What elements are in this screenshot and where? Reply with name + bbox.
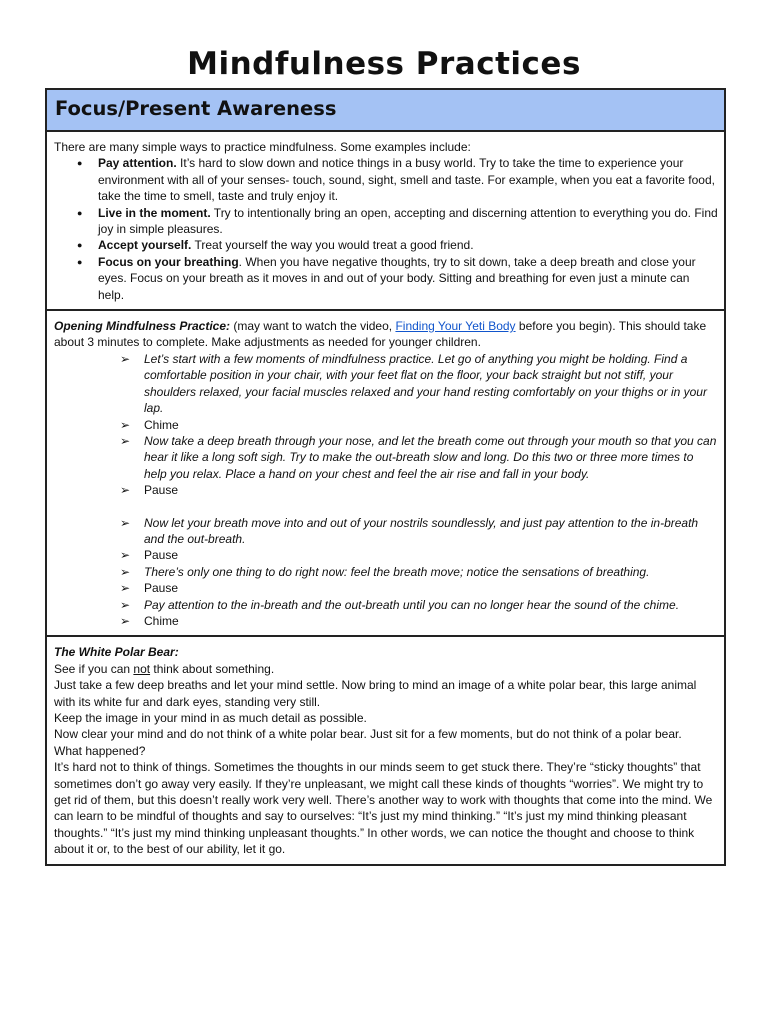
- emphasis-not: not: [133, 661, 151, 676]
- list-item: [98, 205, 718, 238]
- list-item: [98, 155, 718, 204]
- practice-table: [45, 88, 726, 866]
- paragraph: Now clear your mind and do not think of a white polar bear. Just sit for a few moments, but do not think of a polar bear.: [54, 727, 682, 742]
- step-item: ➢ Pause: [144, 580, 718, 596]
- step-item: ➢ There’s only one thing to do right now: feel the breath move; notice the sensations of breathing.: [144, 564, 718, 580]
- intro-list: [54, 155, 718, 303]
- opening-practice-cell: [47, 309, 724, 635]
- opening-steps-continued: [54, 515, 718, 630]
- item-text: Treat yourself the way you would treat a good friend.: [191, 238, 474, 253]
- item-label: Accept yourself.: [98, 238, 192, 253]
- opening-steps: [54, 351, 718, 499]
- opening-post-link: before you begin). This should take about 3 minutes to complete. Make adjustments as needed for younger children.: [54, 319, 707, 350]
- step-item: ➢ Pause: [144, 547, 718, 563]
- spacer: [54, 499, 718, 515]
- step-item: ➢ Pay attention to the in-breath and the out-breath until you can no longer hear the sound of the chime.: [144, 597, 718, 613]
- polar-bear-cell: [47, 635, 724, 863]
- paragraph: It’s hard not to think of things. Sometimes the thoughts in our minds seem to get stuck there. They’re “sticky thoughts” that sometimes don’t go away very easily. If they’re unpleasant, we might call these kinds of thoughts “worries”. We might try to get rid of them, but this doesn’t really work very well. There’s another way to work with thoughts that come into the mind. We can learn to be mindful of thoughts and say to ourselves: “It’s just my mind thinking.” “It’s just my mind thinking pleasant thoughts.” “It’s just my mind thinking unpleasant thoughts.” In other words, we can notice the thought and choose to think about it or, to the best of our ability, let it go.: [54, 760, 713, 857]
- paragraph: What happened?: [54, 743, 146, 758]
- opening-heading: Opening Mindfulness Practice:: [54, 319, 231, 334]
- step-item: ➢ Now let your breath move into and out of your nostrils soundlessly, and just pay attention to the in-breath and the out-breath.: [144, 515, 718, 548]
- list-item: [98, 237, 718, 253]
- item-label: Live in the moment.: [98, 205, 211, 220]
- opening-intro: [54, 318, 718, 351]
- item-label: Focus on your breathing: [98, 254, 239, 269]
- item-text: It’s hard to slow down and notice things in a busy world. Try to take the time to experience your environment with all of your senses- touch, sound, sight, smell and taste. For example, when you eat a favorite food, take the time to smell, taste and truly enjoy it.: [98, 156, 715, 204]
- intro-lead: There are many simple ways to practice mindfulness. Some examples include:: [54, 140, 471, 154]
- section-heading: Focus/Present Awareness: [47, 90, 724, 132]
- page-title: Mindfulness Practices: [187, 46, 581, 82]
- step-item: ➢ Pause: [144, 482, 718, 498]
- polar-bear-line: [54, 661, 718, 677]
- paragraph: Keep the image in your mind in as much detail as possible.: [54, 711, 367, 725]
- opening-pre-link: (may want to watch the video,: [230, 319, 396, 334]
- step-item: ➢ Chime: [144, 417, 718, 433]
- paragraph: Just take a few deep breaths and let your mind settle. Now bring to mind an image of a white polar bear, this large animal with its white fur and dark eyes, standing very still.: [54, 678, 697, 709]
- step-item: ➢ Now take a deep breath through your nose, and let the breath come out through your mouth so that you can hear it like a long soft sigh. Try to make the out-breath slow and long. Do this two or three more times to help you relax. Place a hand on your chest and feel the air rise and fall in your body.: [144, 433, 718, 482]
- video-link[interactable]: Finding Your Yeti Body: [395, 319, 516, 334]
- step-item: ➢ Chime: [144, 613, 718, 629]
- item-text: Try to intentionally bring an open, accepting and discerning attention to everything you do. Find joy in simple pleasures.: [98, 205, 718, 237]
- step-item: ➢ Let’s start with a few moments of mindfulness practice. Let go of anything you might be holding. Find a comfortable position in your chair, with your feet flat on the floor, your back straight but not stiff, your shoulders relaxed, your facial muscles relaxed and your hand resting comfortably on your thighs or in your lap.: [144, 351, 718, 417]
- line-text: See if you can: [54, 661, 134, 676]
- intro-cell: [47, 132, 724, 309]
- item-label: Pay attention.: [98, 156, 177, 171]
- line-text: think about something.: [150, 661, 275, 676]
- list-item: [98, 254, 718, 303]
- item-text: . When you have negative thoughts, try to sit down, take a deep breath and close your eyes. Focus on your breath as it moves in and out of your body. Sitting and breathing for even just a minute can help.: [98, 254, 696, 302]
- polar-bear-heading: The White Polar Bear:: [54, 645, 179, 660]
